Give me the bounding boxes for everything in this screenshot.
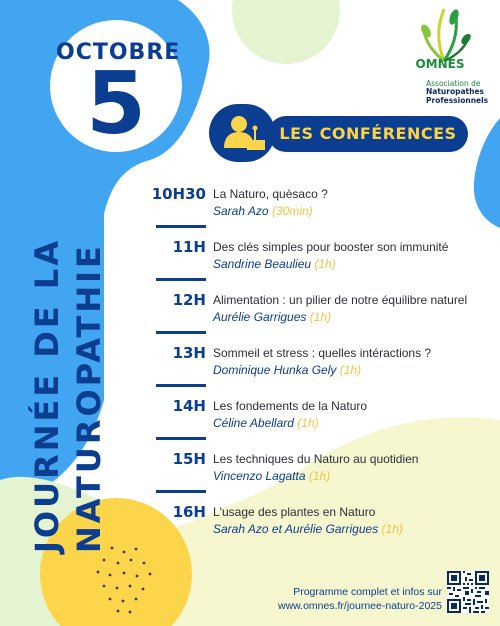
schedule-item bbox=[0, 185, 500, 233]
slot-duration: (1h) bbox=[381, 522, 403, 536]
schedule-item bbox=[0, 397, 500, 445]
logo-name: OMNES bbox=[415, 57, 465, 71]
slot-duration: (1h) bbox=[297, 416, 319, 430]
slot-speaker: Aurélie Garrigues bbox=[213, 310, 307, 324]
slot-duration: (1h) bbox=[309, 310, 332, 324]
schedule-item bbox=[0, 344, 500, 392]
footer-line-1: Programme complet et infos sur bbox=[293, 586, 442, 598]
slot-duration: (1h) bbox=[339, 363, 362, 377]
slot-speaker-line bbox=[213, 415, 319, 431]
month-label: OCTOBRE bbox=[56, 40, 181, 65]
slot-speaker-line bbox=[213, 362, 361, 378]
slot-title: Les fondements de la Naturo bbox=[213, 399, 368, 413]
slot-title: Sommeil et stress : quelles intéractions ? bbox=[213, 346, 432, 360]
slot-time: 14H bbox=[172, 397, 206, 415]
schedule-item bbox=[0, 238, 500, 286]
slot-underline bbox=[156, 490, 206, 493]
footer-website-link[interactable]: www.omnes.fr/journee-naturo-2025 bbox=[277, 600, 442, 612]
slot-duration: (30min) bbox=[271, 204, 313, 218]
omnes-logo bbox=[412, 5, 492, 105]
slot-title: La Naturo, quèsaco ? bbox=[213, 187, 328, 201]
slot-duration: (1h) bbox=[314, 257, 336, 271]
slot-speaker-line bbox=[213, 256, 336, 272]
footer-info bbox=[228, 585, 442, 613]
green-circle-top bbox=[232, 0, 340, 64]
qr-code-icon[interactable] bbox=[447, 571, 489, 613]
slot-time: 13H bbox=[172, 344, 206, 362]
slot-speaker: Sarah Azo et Aurélie Garrigues bbox=[213, 522, 379, 536]
slot-time: 10H30 bbox=[151, 185, 206, 203]
schedule-item bbox=[0, 291, 500, 339]
slot-title: Alimentation : un pilier de notre équilibre naturel bbox=[213, 293, 468, 307]
logo-subtitle-2: Naturopathes Professionnels bbox=[426, 87, 489, 105]
leaf-logo-icon bbox=[414, 5, 474, 63]
day-number: 5 bbox=[86, 54, 146, 154]
slot-underline bbox=[156, 384, 206, 387]
slot-speaker-line bbox=[213, 468, 330, 484]
section-label: LES CONFÉRENCES bbox=[268, 116, 468, 152]
slot-underline bbox=[156, 331, 206, 334]
slot-underline bbox=[156, 437, 206, 440]
logo-subtitle-1: Association de bbox=[426, 79, 481, 88]
schedule-item bbox=[0, 450, 500, 498]
slot-speaker: Céline Abellard bbox=[213, 416, 294, 430]
schedule-item bbox=[0, 503, 500, 551]
slot-time: 12H bbox=[172, 291, 206, 309]
slot-underline bbox=[156, 225, 206, 228]
slot-time: 16H bbox=[172, 503, 206, 521]
slot-speaker-line bbox=[213, 521, 403, 537]
slot-speaker-line bbox=[213, 309, 331, 325]
event-title-line-1: JOURNÉE DE LA bbox=[28, 237, 66, 553]
slot-duration: (1h) bbox=[308, 469, 331, 483]
slot-time: 11H bbox=[172, 238, 206, 256]
slot-title: Des clés simples pour booster son immunité bbox=[213, 240, 449, 254]
slot-speaker: Sandrine Beaulieu bbox=[213, 257, 312, 271]
event-title-line-2: NATUROPATHIE bbox=[70, 243, 108, 553]
slot-title: L'usage des plantes en Naturo bbox=[213, 505, 376, 519]
slot-title: Les techniques du Naturo au quotidien bbox=[213, 452, 419, 466]
slot-speaker: Dominique Hunka Gely bbox=[213, 363, 337, 377]
slot-speaker-line bbox=[213, 203, 313, 219]
slot-underline bbox=[156, 278, 206, 281]
slot-speaker: Vincenzo Lagatta bbox=[213, 469, 306, 483]
slot-time: 15H bbox=[172, 450, 206, 468]
slot-speaker: Sarah Azo bbox=[213, 204, 269, 218]
